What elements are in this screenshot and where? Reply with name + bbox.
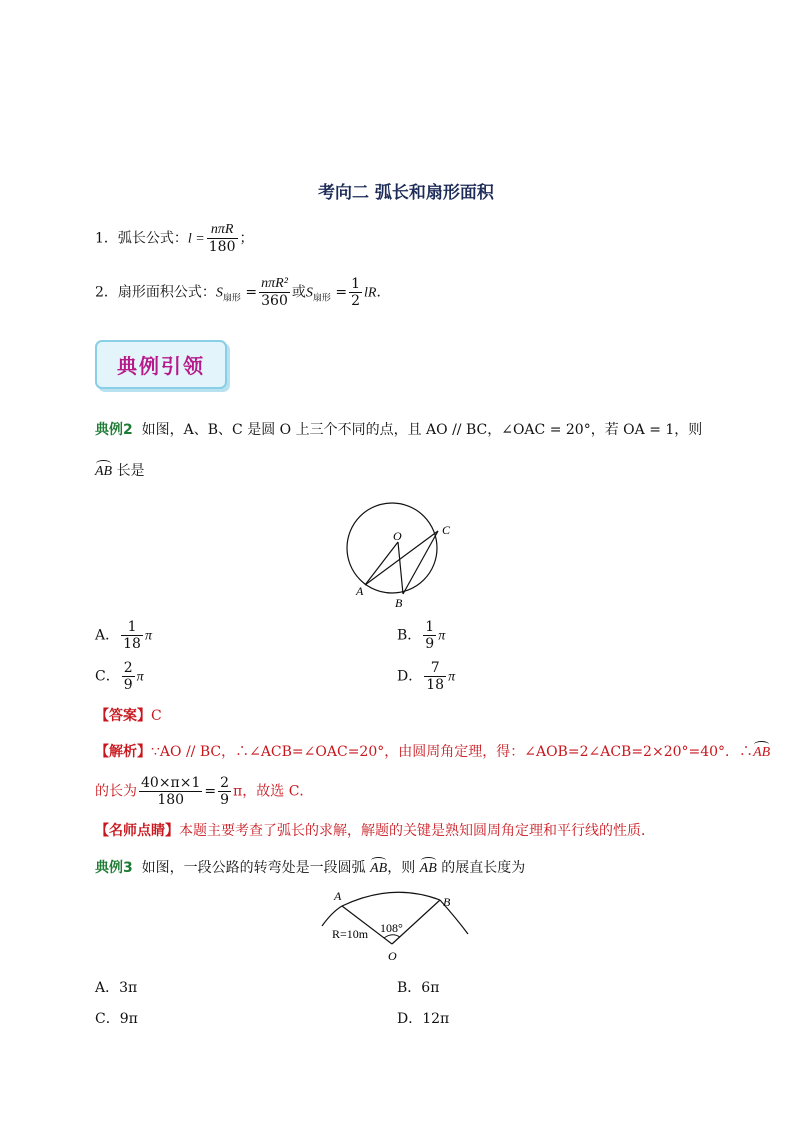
- formula2-eq: =: [245, 284, 258, 301]
- option-a-letter: A．: [95, 627, 120, 644]
- option-d-letter: D．: [397, 668, 423, 685]
- analysis-text1: ∵AO // BC，∴∠ACB=∠OAC=20°，由圆周角定理，得：∠AOB=2∠ACB=2×20°=40°．∴: [151, 744, 754, 760]
- arc-AB: [342, 892, 440, 906]
- formula1-numerator: nπR: [207, 222, 238, 239]
- formula1-prefix: 1．弧长公式：: [95, 230, 188, 247]
- analysis-num2: 2: [220, 775, 230, 791]
- example2-text2: 长是: [116, 463, 145, 479]
- option-d[interactable]: [397, 660, 455, 693]
- label-C: C: [442, 523, 451, 537]
- label-B: B: [443, 895, 451, 909]
- analysis-arc: AB: [753, 745, 771, 760]
- formula2-lR: lR: [364, 285, 377, 301]
- option-b[interactable]: [397, 619, 445, 652]
- label-A: A: [356, 584, 364, 598]
- ex3-option-b[interactable]: [397, 977, 439, 997]
- analysis-line1: [95, 741, 770, 761]
- example3-arc2: AB: [419, 861, 437, 876]
- segment-BC: [403, 531, 438, 594]
- segment-AO: [365, 542, 398, 585]
- option-b-den: 9: [425, 636, 435, 652]
- option-d-num: 7: [424, 660, 446, 677]
- option-c-letter: C．: [95, 668, 120, 685]
- ex3-option-d-value: 12π: [422, 1011, 450, 1027]
- ex3-option-c-value: 9π: [119, 1011, 138, 1027]
- example3-label: 典例3: [95, 860, 133, 876]
- circle-O: [347, 503, 437, 593]
- option-d-pi: π: [448, 669, 456, 685]
- ex3-option-a[interactable]: [95, 977, 137, 997]
- option-a[interactable]: [95, 619, 152, 652]
- tip-label: 【名师点睛】: [95, 823, 179, 839]
- formula2-half-num: 1: [351, 276, 361, 292]
- ex3-option-d[interactable]: [397, 1008, 449, 1028]
- formula2-denominator: 360: [261, 293, 288, 309]
- ex3-option-d-letter: D．: [397, 1011, 423, 1027]
- ex3-option-c[interactable]: [95, 1008, 138, 1028]
- option-d-den: 18: [426, 677, 445, 693]
- label-O: O: [393, 529, 402, 543]
- formula2-half-den: 2: [351, 293, 361, 309]
- analysis-label: 【解析】: [95, 744, 151, 760]
- example3-text-c: 的展直长度为: [441, 860, 526, 876]
- answer-value: C: [151, 708, 162, 724]
- road-left-extension: [322, 906, 342, 926]
- analysis-text2a: 的长为: [95, 783, 137, 800]
- answer-label: 【答案】: [95, 708, 151, 724]
- segment-OB: [398, 542, 403, 594]
- arc-length-formula: [95, 222, 254, 255]
- section-title: 考向二 弧长和扇形面积: [318, 183, 494, 203]
- analysis-den: 180: [157, 792, 185, 808]
- option-a-pi: π: [144, 628, 152, 644]
- option-a-den: 18: [123, 636, 141, 652]
- example2-question-line2: [95, 460, 145, 480]
- formula2-numerator: nπR²: [261, 276, 288, 291]
- formula1-denominator: 180: [208, 239, 236, 255]
- formula2-S: S: [215, 285, 223, 301]
- ex3-option-b-value: 6π: [421, 980, 440, 996]
- formula2-or: 或: [291, 284, 306, 301]
- example2-question: [95, 419, 702, 439]
- analysis-eq: =: [204, 783, 217, 800]
- label-O: O: [388, 949, 397, 963]
- example2-arc: AB: [95, 464, 113, 479]
- option-b-num: 1: [425, 619, 435, 635]
- formula1-lhs: l =: [187, 231, 205, 247]
- label-B: B: [395, 596, 403, 610]
- example3-arc: AB: [370, 861, 388, 876]
- option-b-pi: π: [438, 628, 446, 644]
- example2-text: 如图，A、B、C 是圆 O 上三个不同的点，且 AO // BC，∠OAC = 20°，若 OA = 1，则: [141, 422, 703, 438]
- banner-text: 典例引领: [117, 354, 205, 378]
- option-c-num: 2: [123, 660, 133, 676]
- formula2-S2: S: [305, 285, 313, 301]
- formula2-suffix: ．: [376, 284, 391, 301]
- formula2-fraction: [259, 276, 290, 309]
- formula1-fraction: [207, 222, 238, 255]
- formula2-sub2: 扇形: [312, 293, 331, 304]
- label-angle: 108°: [380, 921, 403, 935]
- circle-figure: [340, 498, 460, 614]
- formula2-prefix: 2．扇形面积公式：: [95, 284, 216, 301]
- option-c-den: 9: [123, 677, 133, 693]
- option-c[interactable]: [95, 660, 144, 693]
- example-banner: [95, 340, 227, 389]
- option-a-num: 1: [121, 619, 143, 636]
- analysis-text2b: π，故选 C．: [233, 783, 314, 800]
- sector-area-formula: [95, 276, 390, 309]
- ex3-option-b-letter: B．: [397, 980, 422, 996]
- formula1-suffix: ；: [239, 230, 254, 247]
- teacher-tip: [95, 820, 655, 840]
- ex3-option-c-letter: C．: [95, 1011, 120, 1027]
- example3-text-a: 如图，一段公路的转弯处是一段圆弧: [141, 860, 366, 876]
- answer-line: [95, 705, 162, 725]
- ex3-option-a-value: 3π: [119, 980, 138, 996]
- example3-question: [95, 857, 525, 877]
- option-b-letter: B．: [397, 627, 422, 644]
- example2-label: 典例2: [95, 422, 133, 438]
- analysis-den2: 9: [220, 792, 230, 808]
- road-figure: [318, 886, 478, 964]
- label-A: A: [334, 889, 342, 903]
- analysis-line2: [95, 775, 313, 808]
- option-c-pi: π: [136, 669, 144, 685]
- formula2-half: [349, 276, 362, 309]
- formula2-eq2: =: [335, 284, 348, 301]
- label-radius: R=10m: [332, 927, 369, 941]
- tip-text: 本题主要考查了弧长的求解，解题的关键是熟知圆周角定理和平行线的性质．: [179, 823, 655, 839]
- formula2-sub: 扇形: [222, 293, 241, 304]
- ex3-option-a-letter: A．: [95, 980, 120, 996]
- angle-mark: [384, 935, 400, 938]
- example3-text-b: ，则: [387, 860, 416, 876]
- analysis-num: 40×π×1: [141, 775, 201, 791]
